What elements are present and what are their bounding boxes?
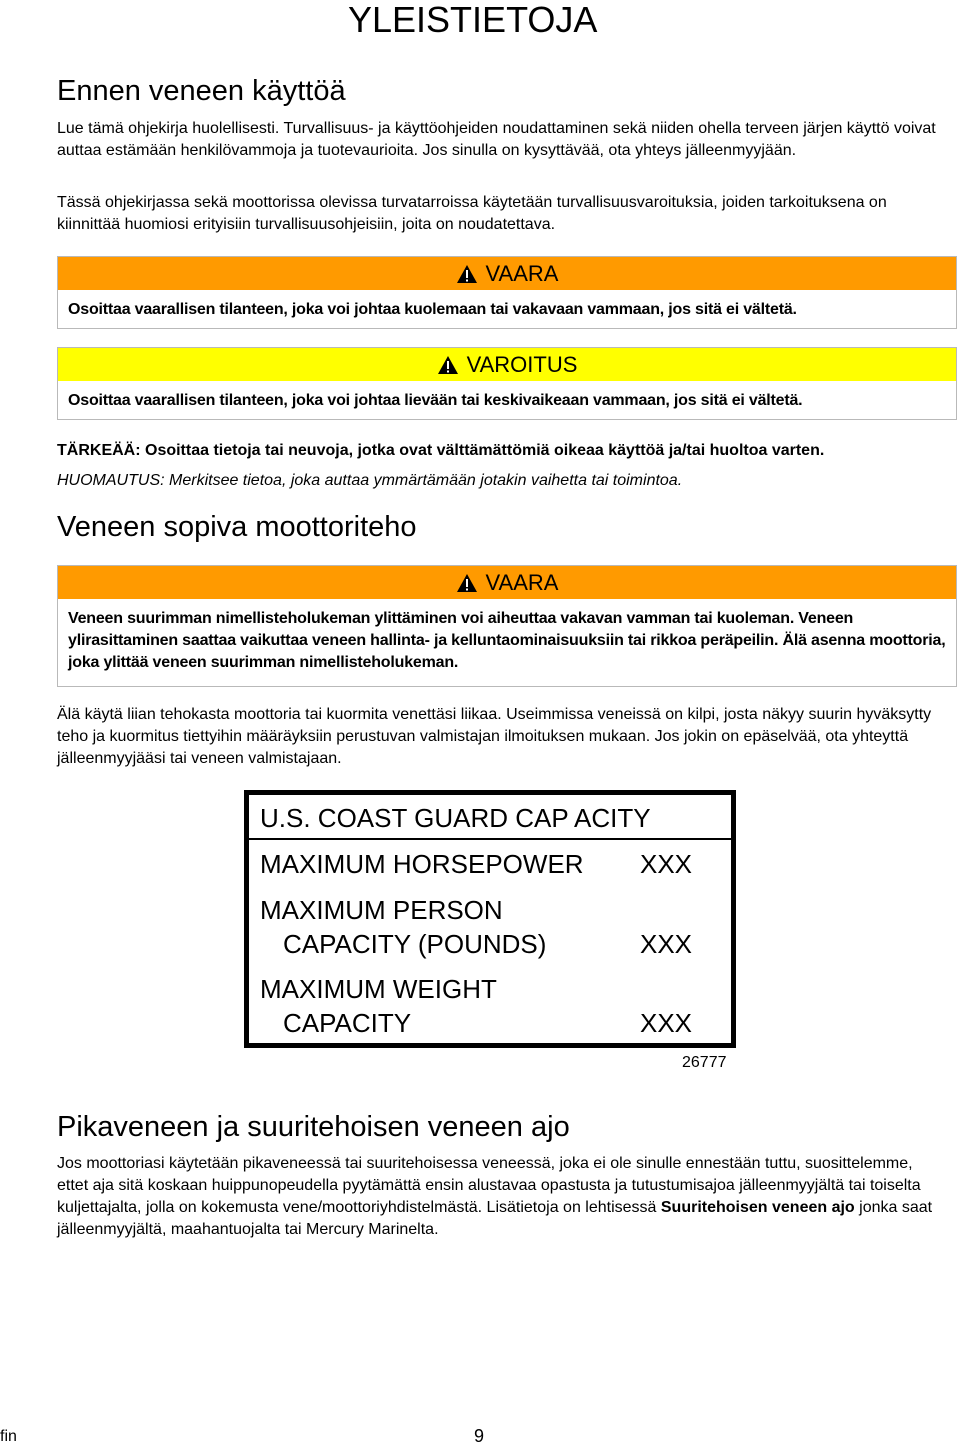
- max-person-label-line1: MAXIMUM PERSON: [260, 895, 503, 925]
- fast-boat-brochure-title: Suuritehoisen veneen ajo: [660, 1199, 855, 1216]
- warning-triangle-icon: [456, 264, 478, 284]
- safety-paragraph: Tässä ohjekirjassa sekä moottorissa olevissa turvatarroissa käytetään turvallisuusvaroituksia, joiden tarkoituksena on kiinnittää huomiosi erityisiin turvallisuusohjeisiin, joita on noudatettava.: [57, 194, 887, 233]
- max-weight-label-line1: MAXIMUM WEIGHT: [260, 974, 497, 1004]
- capacity-plate-divider: [249, 838, 731, 840]
- max-horsepower-label: MAXIMUM HORSEPOWER: [260, 849, 584, 879]
- figure-number: 26777: [682, 1054, 727, 1071]
- note-label: HUOMAUTUS:: [57, 472, 165, 489]
- fast-boat-text-before: Jos moottoriasi käytetään pikaveneessä tai suuritehoisessa veneessä, joka ei ole sinulle ennestään tuttu, suosittelemme, ettet aja sitä koskaan huippunopeudella pyytämättä ensin alustavaa opastusta ja tutustumisajoa jälleenmyyjältä tai toiselta kuljettajalta, jolla on kokemusta vene/moottoriyhdistelmästä. Lisätietoja on lehtisessä: [57, 1155, 921, 1216]
- horsepower-paragraph: Älä käytä liian tehokasta moottoria tai kuormita venettäsi liikaa. Useimmissa veneissä on kilpi, josta näkyy suurin hyväksytty teho ja kuormitus tiettyihin määräyksiin perustuvan valmistajan ilmoituksen mukaan. Jos jokin on epäselvää, ota yhteyttä jälleenmyyjääsi tai veneen valmistajaan.: [57, 706, 932, 767]
- warning-box-header: [58, 348, 956, 381]
- capacity-plate-title: U.S. COAST GUARD CAP ACITY: [260, 803, 651, 833]
- horsepower-danger-text: Veneen suurimman nimellisteholukeman ylittäminen voi aiheuttaa vakavan vamman tai kuoleman. Veneen ylirasittaminen saattaa vaikuttaa veneen hallinta- ja kelluntaominaisuuksiin tai rikkoa peräpeilin. Älä asenna moottoria, joka ylittää veneen suurimman nimellisteholukeman.: [68, 610, 946, 671]
- warning-box: [57, 347, 957, 420]
- section-heading-before-use: Ennen veneen käyttöä: [57, 75, 346, 107]
- warning-box-title: VAROITUS: [466, 351, 578, 377]
- important-text: Osoittaa tietoja tai neuvoja, jotka ovat välttämättömiä oikeaa käyttöä ja/tai huoltoa varten.: [140, 442, 825, 459]
- important-label: TÄRKEÄÄ:: [57, 442, 141, 459]
- note-notice: [57, 470, 957, 492]
- max-person-value: XXX: [640, 929, 693, 959]
- horsepower-danger-title: VAARA: [485, 569, 559, 595]
- note-text: Merkitsee tietoa, joka auttaa ymmärtämään jotakin vaihetta tai toimintoa.: [164, 472, 683, 489]
- horsepower-danger-box: [57, 565, 957, 687]
- max-person-label-line2: CAPACITY (POUNDS): [283, 929, 547, 959]
- danger-box: [57, 256, 957, 329]
- intro-paragraph: Lue tämä ohjekirja huolellisesti. Turvallisuus- ja käyttöohjeiden noudattaminen sekä niiden ohella terveen järjen käyttö voivat auttaa estämään henkilövammoja ja tuotevaurioita. Jos sinulla on kysyttävää, ota yhteys jälleenmyyjään.: [57, 120, 936, 159]
- max-weight-value: XXX: [640, 1008, 693, 1038]
- horsepower-danger-header: [58, 566, 956, 599]
- warning-triangle-icon: [456, 573, 478, 593]
- max-weight-label-line2: CAPACITY: [283, 1008, 412, 1038]
- section-heading-fast-boat: Pikaveneen ja suuritehoisen veneen ajo: [57, 1111, 570, 1143]
- page-header-title: YLEISTIETOJA: [348, 0, 598, 40]
- max-horsepower-value: XXX: [640, 849, 693, 879]
- footer-page-number: 9: [474, 1426, 485, 1446]
- capacity-plate: [244, 790, 736, 1048]
- danger-box-text: Osoittaa vaarallisen tilanteen, joka voi johtaa kuolemaan tai vakavaan vammaan, jos sitä ei vältetä.: [68, 301, 797, 318]
- section-heading-horsepower: Veneen sopiva moottoriteho: [57, 511, 417, 543]
- warning-box-text: Osoittaa vaarallisen tilanteen, joka voi johtaa lievään tai keskivaikeaan vammaan, jos sitä ei vältetä.: [68, 392, 803, 409]
- fast-boat-paragraph: [57, 1153, 937, 1241]
- danger-box-header: [58, 257, 956, 290]
- fast-boat-text-after: jonka saat jälleenmyyjältä, maahantuojalta tai Mercury Marinelta.: [57, 1199, 933, 1238]
- footer-language-code: fin: [0, 1428, 17, 1445]
- warning-triangle-icon: [437, 355, 459, 375]
- important-notice: [57, 440, 957, 462]
- danger-box-title: VAARA: [485, 260, 559, 286]
